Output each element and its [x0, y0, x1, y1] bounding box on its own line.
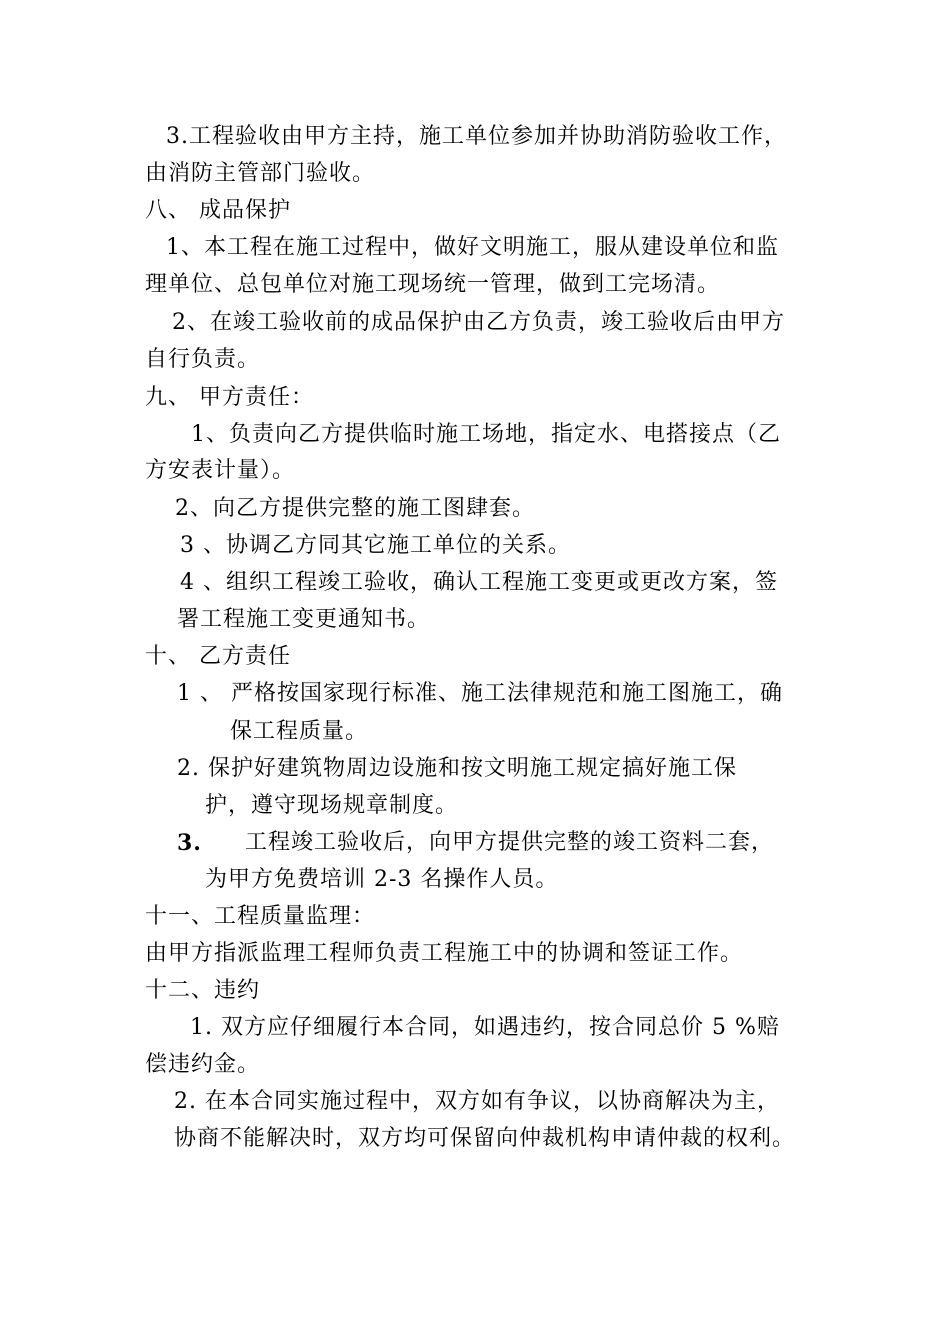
text-line: 2、在竣工验收前的成品保护由乙方负责，竣工验收后由甲方: [172, 310, 785, 335]
text-line: 1、本工程在施工过程中，做好文明施工，服从建设单位和监: [166, 235, 779, 260]
text-line: 1、负责向乙方提供临时施工场地，指定水、电搭接点（乙: [191, 422, 781, 447]
text-line: 署工程施工变更通知书。: [177, 607, 431, 632]
item-number: 3.: [177, 830, 202, 856]
text-line: 1. 双方应仔细履行本合同，如遇违约，按合同总价 5 %赔: [190, 1015, 780, 1040]
text-line: 理单位、总包单位对施工现场统一管理，做到工完场清。: [145, 272, 721, 297]
text-line: 方安表计量）。: [145, 458, 296, 483]
text-line: 4 、组织工程竣工验收，确认工程施工变更或更改方案，签: [180, 570, 778, 595]
text-line: 偿违约金。: [145, 1052, 261, 1077]
section-heading: 八、 成品保护: [145, 198, 291, 223]
text-line: 护，遵守现场规章制度。: [205, 793, 459, 818]
text-line: 2. 保护好建筑物周边设施和按文明施工规定搞好施工保: [177, 756, 737, 781]
text-line: 2. 在本合同实施过程中，双方如有争议，以协商解决为主，: [174, 1089, 780, 1114]
text-line: 3.工程验收由甲方主持，施工单位参加并协助消防验收工作，: [166, 124, 787, 149]
text-line: 工程竣工验收后，向甲方提供完整的竣工资料二套，: [245, 830, 775, 855]
section-heading: 十二、违约: [145, 978, 261, 1003]
text-line: 保工程质量。: [230, 719, 369, 744]
text-line: 由甲方指派监理工程师负责工程施工中的协调和签证工作。: [145, 941, 744, 966]
text-line: 由消防主管部门验收。: [145, 161, 376, 186]
text-line: 2、向乙方提供完整的施工图肆套。: [175, 496, 535, 521]
text-line: 为甲方免费培训 2-3 名操作人员。: [205, 867, 559, 892]
section-heading: 十、 乙方责任: [145, 644, 291, 669]
text-line: 1 、 严格按国家现行标准、施工法律规范和施工图施工，确: [177, 681, 783, 706]
text-line: 协商不能解决时，双方均可保留向仲裁机构申请仲裁的权利。: [174, 1126, 796, 1151]
text-line: 自行负责。: [145, 347, 261, 372]
section-heading: 九、 甲方责任：: [145, 385, 314, 410]
text-line: 3 、协调乙方同其它施工单位的关系。: [180, 533, 571, 558]
section-heading: 十一、工程质量监理：: [145, 904, 376, 929]
